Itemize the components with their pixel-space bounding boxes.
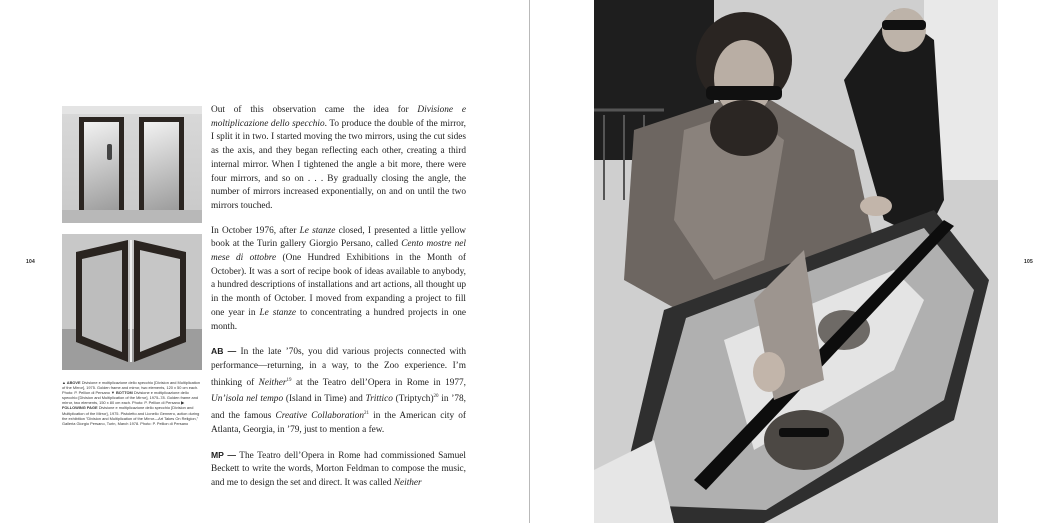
footnote-20[interactable]: 20 — [433, 394, 439, 400]
caption-label-above: ▲ ABOVE — [62, 380, 81, 385]
footnote-19[interactable]: 19 — [286, 377, 292, 383]
caption-text-above: Divisione e moltiplicazione dello specchio [Division and Multiplication of the Mirror], 1975. Golden frame and mirror, two elements, 120 x 50 cm each. Photo: P. Pellion di Persano — [62, 380, 201, 396]
photo-artists-with-mirror — [594, 0, 998, 523]
figure-caption — [62, 380, 204, 426]
photo-illustration — [594, 0, 998, 523]
paragraph-4: MP — The Teatro dell’Opera in Rome had commissioned Samuel Beckett to write the words, Morton Feldman to compose the music, and me to design the set and direct. It was called Neither — [211, 449, 467, 489]
mirror-angle-illustration — [62, 234, 202, 370]
right-page — [530, 0, 1059, 523]
figure-mirror-bottom — [62, 234, 202, 370]
caption-label-bottom: ▼ BOTTOM — [111, 390, 133, 396]
paragraph-2: In October 1976, after Le stanze closed, I presented a little yellow book at the Turin gallery Giorgio Persano, called Cento mostre nel mese di ottobre (One Hundred Exhibitions in the Month of October). It was a sort of recipe book of ideas available to anybody, a hundred descriptions of installations and art actions, all thought up in the month of October. I moved from expanding a project to fill one year in Le stanze to concentrating a hundred projects in one month. — [211, 225, 466, 332]
paragraph-1: Out of this observation came the idea for Divisione e moltiplicazione dello specchio. To produce the double of the mirror, I split it in two. I started moving the two mirrors, using the cut sides as the axis, and they began reflecting each other, creating a third internal mirror. When I tightened the angle a bit more, there were four mirrors, and so on . . . By gradually closing the angle, the number of mirrors increased exponentially, on and on until the two mirrors touched. — [211, 105, 466, 211]
caption-text-bottom: Divisione e moltiplicazione dello specchio [Division and Multiplication of the Mirror], 1975–78. Golden frame and mirror, two elements, 150 x 80 cm each. Photo: P. Pellion di Persano — [62, 390, 199, 406]
mirror-frame-right — [139, 117, 184, 217]
footnote-21[interactable]: 21 — [364, 411, 369, 417]
figure-mirror-above — [62, 106, 202, 223]
paragraph-3: AB — In the late ’70s, you did various projects connected with performance—returning, in a way, to the Zoo experience. I’m thinking of Neither$^{19}$ at the Teatro dell’Opera in Rome in 1977, Un’isola nel tempo (Island in Time) and Trittico (Triptych)$^{20}$ in ’78, and the famous Creative Collaboration$^{21}$ in the American city of Atlanta, Georgia, in ’79, just to mention a few. — [211, 346, 467, 436]
speaker-ab: AB — — [211, 346, 237, 357]
caption-text-following: Divisione e moltiplicazione dello specchio [Division and Multiplication of the Mirror], 1975. Pistoletto and Lionello Gennero, action during the exhibition "Division and Multiplication of the Mirror—Art Takes On Religion," Galleria Giorgio Persano, Turin, March 1978. Photo: P. Pellion di Persano — [62, 405, 200, 426]
page-number-right: 105 — [1024, 259, 1033, 265]
left-page — [0, 0, 529, 523]
body-text — [211, 104, 466, 502]
mirror-frame-left — [79, 117, 124, 217]
page-number-left: 104 — [26, 259, 35, 265]
caption-label-following: ▶ FOLLOWING PAGE — [62, 400, 185, 411]
speaker-mp: MP — — [211, 449, 236, 460]
